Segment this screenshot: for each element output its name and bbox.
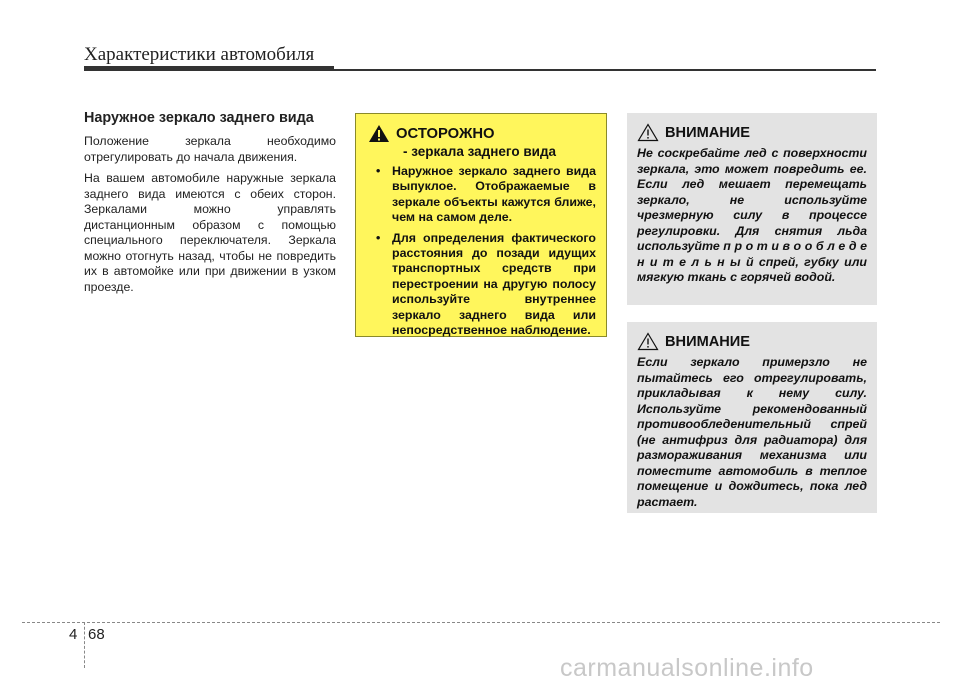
header-rule-thin (334, 69, 876, 71)
section-paragraph: Положение зеркала необходимо отрегулировать до начала движения. (84, 134, 336, 164)
page-header-title: Характеристики автомобиля (84, 44, 315, 65)
mirror-section (84, 110, 336, 301)
header-rule-thick (84, 66, 334, 71)
footer-rule (22, 622, 940, 623)
caution-list (368, 164, 596, 338)
caution-box (355, 113, 607, 337)
warning-triangle-icon (637, 332, 659, 351)
notice-title: ВНИМАНИЕ (665, 124, 751, 141)
notice-box-frozen-mirror (627, 322, 877, 513)
footer-divider (84, 622, 85, 668)
notice-box-ice-scraping (627, 113, 877, 305)
notice-body: Если зеркало примерзло не пытайтесь его отрегулировать, прикладывая к нему силу. Используйте рекомендованный противообледенительный спрей (не антифриз для радиатора) для размораживания механизма или поместите автомобиль в теплое помещение и дождитесь, пока лед растает. (637, 355, 867, 509)
section-paragraph: На вашем автомобиле наружные зеркала заднего вида имеются с обеих сторон. Зеркалами можно управлять дистанционным образом с помощью специального переключателя. Зеркала можно отогнуть назад, чтобы не повредить их в автомойке или при движении в узком проезде. (84, 171, 336, 294)
notice-title: ВНИМАНИЕ (665, 333, 751, 350)
warning-triangle-icon (368, 124, 390, 143)
watermark: carmanualsonline.info (560, 654, 814, 682)
caution-item: • Для определения фактического расстояния до позади идущих транспортных средств при перестроении на другую полосу используйте внутреннее зеркало заднего вида или непосредственное наблюдение. (368, 231, 596, 339)
warning-triangle-icon (637, 123, 659, 142)
notice-title-row (637, 332, 867, 351)
caution-title: ОСТОРОЖНО (396, 125, 495, 142)
caution-title-row (368, 124, 596, 143)
notice-title-row (637, 123, 867, 142)
page-number: 68 (88, 626, 105, 643)
notice-body: Не соскребайте лед с поверхности зеркала, это может повредить ее. Если лед мешает перемещать зеркало, не используйте чрезмерную силу в процессе регулировки. Для снятия льда используйте п р о т и в о о б л е д е н и т е л ь н ы й спрей, губку или мягкую ткань с горячей водой. (637, 146, 867, 284)
caution-subtitle: - зеркала заднего вида (403, 144, 557, 159)
caution-item: • Наружное зеркало заднего вида выпуклое. Отображаемые в зеркале объекты кажутся ближе, чем на самом деле. (368, 164, 596, 226)
chapter-number: 4 (69, 626, 78, 643)
section-heading: Наружное зеркало заднего вида (84, 110, 314, 126)
